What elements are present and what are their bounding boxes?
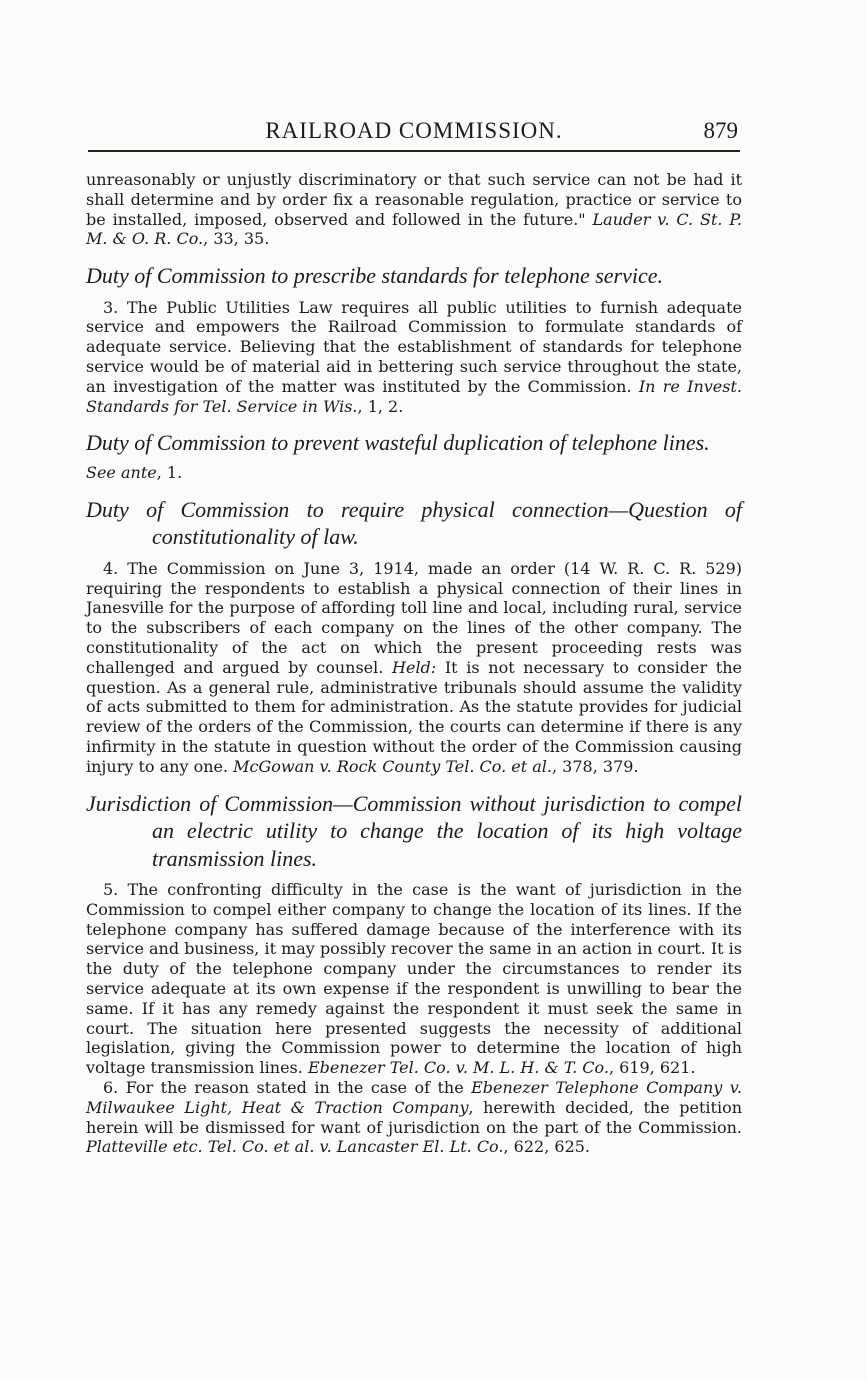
paragraph-text: 6. For the reason stated in the case of the — [103, 1078, 472, 1097]
citation-pages: , 619, 621. — [608, 1058, 696, 1078]
case-citation: Platteville etc. Tel. Co. et al. v. Lancaster El. Lt. Co. — [86, 1137, 504, 1157]
case-citation: In re Invest. Standards for Tel. Service in Wis. — [86, 376, 743, 416]
section-heading-physical-connection: Duty of Commission to require physical connection—Question of constitutionality of law. — [86, 496, 742, 550]
running-title: RAILROAD COMMISSION. — [265, 118, 563, 143]
held-label: Held: — [392, 657, 437, 677]
page-body — [86, 170, 742, 1157]
citation-pages: , 378, 379. — [552, 756, 639, 776]
running-header — [88, 116, 740, 152]
paragraph-text: , herewith decided, the petition herein will be dismissed for want of jurisdiction on the part of the Commission. — [86, 1097, 742, 1137]
case-citation: Ebenezer Telephone Company v. Milwaukee Light, Heat & Traction Company — [86, 1078, 742, 1117]
section-heading-wasteful-duplication: Duty of Commission to prevent wasteful duplication of telephone lines. — [86, 430, 710, 456]
citation-pages: , 622, 625. — [503, 1137, 591, 1157]
paragraph-6 — [86, 1078, 742, 1157]
paragraph-text: It is not necessary to consider the question. As a general rule, administrative tribunals should assume the validity of acts submitted to them for administration. As the statute provides for judicial review of the orders of the Commission, the courts can determine if there is any infirmity in the statute in question without the order of the Commission causing injury to any one. — [86, 657, 743, 776]
paragraph-text: unreasonably or unjustly discriminatory or that such service can not be had it shall determine and by order fix a reasonable regulation, practice or service to be installed, imposed, observed and followed in the future." — [86, 170, 742, 229]
paragraph-text: 5. The confronting difficulty in the case is the want of jurisdiction in the Commission to compel either company to change the location of its lines. If the telephone company has suffered damage because of the interference with its service and business, it may possibly recover the same in an action in court. It is the duty of the telephone company under the circumstances to render its service adequate at its own expense if the respondent is unwilling to bear the same. If it has any remedy against the respondent it must seek the same in court. The situation here presented suggests the necessity of additional legislation, giving the Commission power to determine the location of high voltage transmission lines. — [86, 880, 742, 1078]
see-reference — [86, 463, 742, 483]
citation-pages: , 1, 2. — [357, 396, 404, 416]
case-citation: McGowan v. Rock County Tel. Co. et al. — [233, 756, 552, 776]
paragraph-continuation — [86, 170, 742, 249]
citation-pages: , 33, 35. — [203, 229, 270, 249]
paragraph-3 — [86, 298, 742, 417]
citation-pages: , 1. — [156, 462, 183, 482]
case-citation: Lauder v. C. St. P. M. & O. R. Co. — [86, 209, 742, 249]
paragraph-text: 3. The Public Utilities Law requires all public utilities to furnish adequate service and empowers the Railroad Commission to formulate standards of adequate service. Believing that the establishment of standards for telephone service would be of material aid in bettering such service throughout the state, an investigation of the matter was instituted by the Commission. — [86, 297, 742, 396]
section-heading-telephone-standards: Duty of Commission to prescribe standards for telephone service. — [86, 263, 664, 289]
paragraph-4 — [86, 559, 742, 777]
page-number: 879 — [703, 118, 738, 143]
section-heading-jurisdiction: Jurisdiction of Commission—Commission without jurisdiction to compel an electric utility to change the location of its high voltage transmission lines. — [86, 790, 742, 871]
paragraph-5 — [86, 880, 742, 1078]
see-ante: See ante — [86, 462, 157, 482]
case-citation: Ebenezer Tel. Co. v. M. L. H. & T. Co. — [307, 1058, 609, 1078]
paragraph-text: 4. The Commission on June 3, 1914, made an order (14 W. R. C. R. 529) requiring the respondents to establish a physical connection of their lines in Janesville for the purpose of affording toll line and local, including rural, service to the subscribers of each company on the lines of the other company. The constitutionality of the act on which the present proceeding rests was challenged and argued by counsel. — [86, 558, 742, 677]
